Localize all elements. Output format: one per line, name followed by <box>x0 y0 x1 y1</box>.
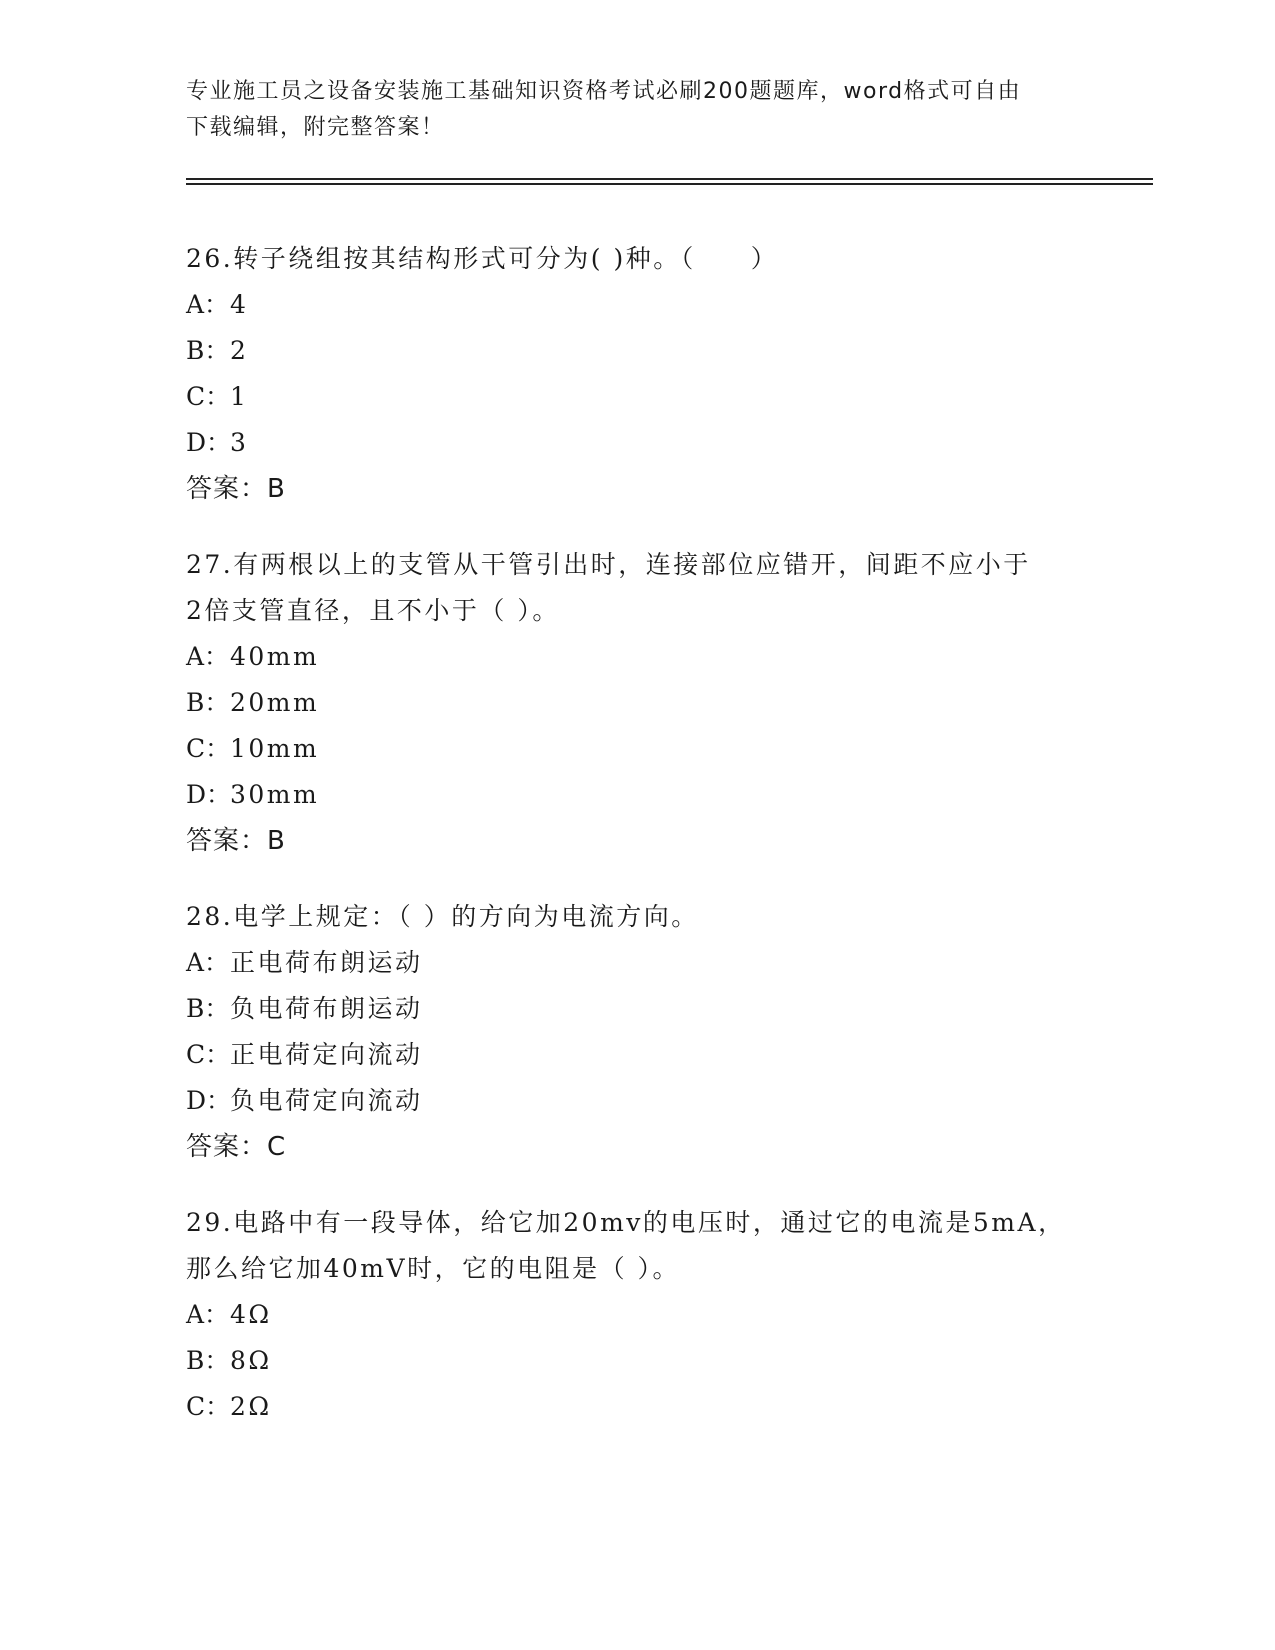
header-line-2: 下载编辑，附完整答案！ <box>186 115 445 140</box>
option-key: B： <box>186 688 230 717</box>
option-text: 4Ω <box>230 1300 272 1329</box>
question-27 <box>186 542 1086 864</box>
option-b <box>186 986 1086 1032</box>
option-text: 30mm <box>230 780 320 809</box>
document-header <box>186 74 1066 146</box>
option-key: C： <box>186 1040 231 1069</box>
option-a <box>186 1292 1086 1338</box>
option-key: B： <box>186 336 230 365</box>
option-text: 40mm <box>230 642 320 671</box>
option-c <box>186 1032 1086 1078</box>
option-b <box>186 328 1086 374</box>
answer-line: 答案：C <box>186 1132 287 1162</box>
option-text: 4 <box>230 290 249 319</box>
option-text: 20mm <box>230 688 320 717</box>
question-29 <box>186 1200 1086 1430</box>
option-text: 10mm <box>230 734 320 763</box>
option-c <box>186 374 1086 420</box>
option-text: 3 <box>230 428 249 457</box>
header-rule-bottom <box>186 183 1153 185</box>
option-key: A： <box>186 290 230 319</box>
option-key: B： <box>186 1346 230 1375</box>
header-rule-top <box>186 178 1153 180</box>
option-key: D： <box>186 428 232 457</box>
option-key: C： <box>186 382 231 411</box>
option-d <box>186 420 1086 466</box>
option-text: 2 <box>230 336 249 365</box>
option-d <box>186 1078 1086 1124</box>
option-b <box>186 1338 1086 1384</box>
question-text: 29.电路中有一段导体，给它加20mv的电压时，通过它的电流是5mA， <box>186 1208 1066 1237</box>
header-line-1: 专业施工员之设备安装施工基础知识资格考试必刷200题题库，word格式可自由 <box>186 79 1022 104</box>
option-key: B： <box>186 994 230 1023</box>
option-text: 正电荷定向流动 <box>230 1040 423 1069</box>
option-key: C： <box>186 734 231 763</box>
question-text-continued: 2倍支管直径，且不小于（ ）。 <box>186 596 560 625</box>
question-list <box>186 236 1086 1460</box>
option-key: D： <box>186 1086 232 1115</box>
option-d <box>186 772 1086 818</box>
option-text: 负电荷布朗运动 <box>230 994 423 1023</box>
option-key: D： <box>186 780 232 809</box>
question-28 <box>186 894 1086 1170</box>
option-b <box>186 680 1086 726</box>
option-key: C： <box>186 1392 231 1421</box>
question-text: 27.有两根以上的支管从干管引出时，连接部位应错开，间距不应小于 <box>186 550 1031 579</box>
answer-line: 答案：B <box>186 826 286 856</box>
question-26 <box>186 236 1086 512</box>
option-c <box>186 726 1086 772</box>
answer-line: 答案：B <box>186 474 286 504</box>
question-text: 26.转子绕组按其结构形式可分为( )种。（ ） <box>186 244 779 273</box>
option-text: 8Ω <box>230 1346 272 1375</box>
question-text-continued: 那么给它加40mV时，它的电阻是（ ）。 <box>186 1254 681 1283</box>
option-a <box>186 940 1086 986</box>
option-text: 负电荷定向流动 <box>230 1086 423 1115</box>
option-text: 正电荷布朗运动 <box>230 948 423 977</box>
question-text: 28.电学上规定：（ ）的方向为电流方向。 <box>186 902 699 931</box>
option-text: 1 <box>230 382 249 411</box>
option-text: 2Ω <box>230 1392 272 1421</box>
option-key: A： <box>186 642 230 671</box>
option-key: A： <box>186 1300 230 1329</box>
option-key: A： <box>186 948 230 977</box>
option-a <box>186 282 1086 328</box>
option-c <box>186 1384 1086 1430</box>
option-a <box>186 634 1086 680</box>
